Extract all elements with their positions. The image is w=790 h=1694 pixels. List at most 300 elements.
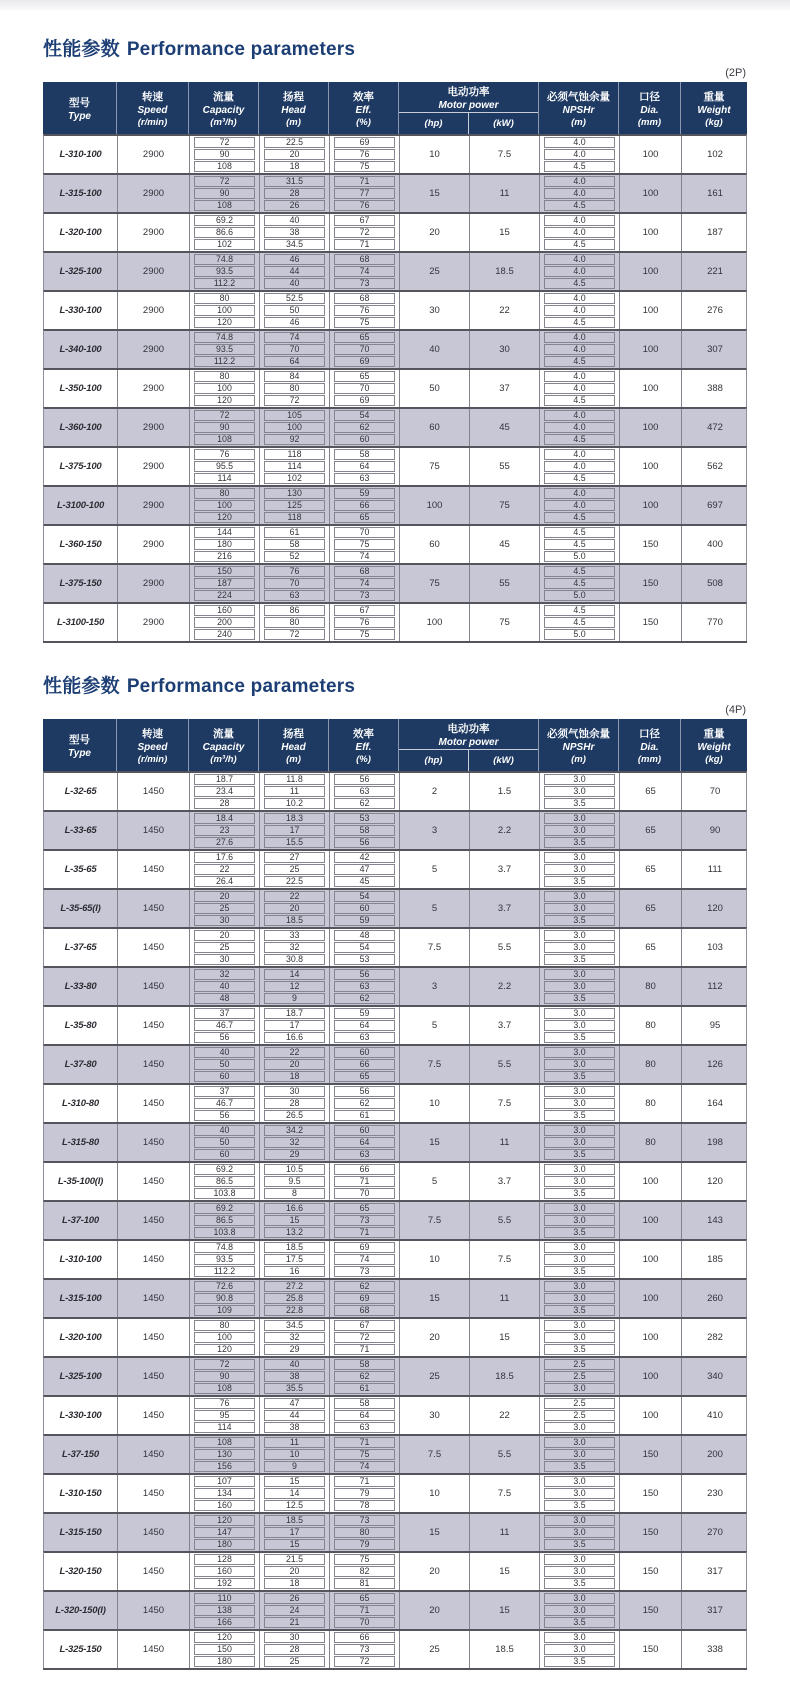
cell-kw: 30: [469, 331, 539, 368]
cell-capacity-value: 80: [194, 1320, 255, 1331]
cell-eff-value: 80: [334, 1527, 395, 1538]
cell-head-value: 92: [264, 434, 325, 445]
cell-eff-value: 73: [334, 590, 395, 601]
cell-head: [259, 448, 329, 485]
cell-kw: 3.7: [469, 890, 539, 927]
cell-speed: 1450: [117, 1046, 189, 1083]
cell-eff: [329, 292, 399, 329]
pole-label-4p: (4P): [725, 704, 746, 716]
section-title-4p-en: Performance parameters: [126, 676, 356, 697]
cell-head-value: 9.5: [264, 1176, 325, 1187]
cell-capacity-value: 69.2: [194, 1203, 255, 1214]
header-capacity-line: 流量: [213, 727, 234, 740]
cell-npshr-value: 3.0: [544, 1125, 615, 1136]
cell-npshr-value: 4.5: [544, 512, 615, 523]
cell-head-value: 72: [264, 629, 325, 640]
cell-weight: 198: [681, 1124, 748, 1161]
cell-npshr-value: 3.5: [544, 1227, 615, 1238]
cell-eff-value: 60: [334, 1125, 395, 1136]
cell-kw: 11: [469, 175, 539, 212]
cell-eff-value: 42: [334, 852, 395, 863]
cell-capacity: [189, 851, 259, 888]
cell-kw: 22: [469, 292, 539, 329]
cell-head-value: 25.8: [264, 1293, 325, 1304]
header-weight: [680, 719, 747, 771]
header-eff: [328, 82, 398, 134]
cell-hp: 10: [399, 1475, 469, 1512]
cell-weight: 70: [681, 773, 748, 810]
cell-npshr-value: 3.0: [544, 786, 615, 797]
cell-npshr-value: 3.0: [544, 1383, 615, 1394]
header-head-line: Head: [281, 104, 306, 116]
cell-type: L-320-100: [59, 1332, 102, 1343]
cell-head-value: 12: [264, 981, 325, 992]
cell-dia: 80: [619, 968, 681, 1005]
cell-npshr: [539, 1553, 619, 1590]
cell-capacity-value: 240: [194, 629, 255, 640]
cell-head-value: 18.3: [264, 813, 325, 824]
cell-capacity: [189, 1631, 259, 1668]
cell-type: L-325-100: [59, 266, 102, 277]
cell-weight: 282: [681, 1319, 748, 1356]
table-row: [43, 1551, 747, 1590]
header-kw-unit: (kW): [468, 113, 538, 134]
cell-weight: 562: [681, 448, 748, 485]
cell-head-value: 20: [264, 149, 325, 160]
header-weight-line: 重量: [703, 90, 725, 103]
cell-kw: 22: [469, 1397, 539, 1434]
cell-capacity: [189, 1241, 259, 1278]
cell-npshr-value: 4.5: [544, 578, 615, 589]
cell-npshr-value: 4.5: [544, 356, 615, 367]
header-speed-line: 转速: [142, 727, 163, 740]
cell-eff-value: 68: [334, 1305, 395, 1316]
cell-speed: 1450: [117, 1514, 189, 1551]
cell-weight: 111: [681, 851, 748, 888]
cell-head-value: 76: [264, 566, 325, 577]
header-eff-line: (%): [356, 753, 371, 765]
cell-dia: 80: [619, 1085, 681, 1122]
cell-hp: 7.5: [399, 1436, 469, 1473]
cell-npshr-value: 4.0: [544, 227, 615, 238]
cell-eff-value: 71: [334, 1227, 395, 1238]
page-top-strip: [0, 0, 790, 10]
cell-eff-value: 54: [334, 942, 395, 953]
cell-head-value: 72: [264, 395, 325, 406]
cell-hp: 75: [399, 448, 469, 485]
cell-type: L-320-150(I): [55, 1605, 106, 1616]
cell-type: L-330-100: [59, 305, 102, 316]
cell-eff-value: 75: [334, 1449, 395, 1460]
cell-npshr-value: 3.5: [544, 876, 615, 887]
cell-capacity-value: 69.2: [194, 1164, 255, 1175]
section-title-4p-zh: 性能参数: [43, 676, 120, 697]
cell-capacity-value: 56: [194, 1032, 255, 1043]
cell-eff-value: 63: [334, 1032, 395, 1043]
table-row: [43, 290, 747, 329]
cell-head-value: 22.8: [264, 1305, 325, 1316]
cell-dia: 100: [619, 136, 681, 173]
cell-head-value: 33: [264, 930, 325, 941]
cell-type: L-315-80: [62, 1137, 99, 1148]
cell-npshr: [539, 1202, 619, 1239]
cell-head-value: 118: [264, 449, 325, 460]
cell-weight: 161: [681, 175, 748, 212]
cell-hp: 25: [399, 253, 469, 290]
cell-type: L-37-100: [62, 1215, 99, 1226]
cell-eff-value: 53: [334, 954, 395, 965]
cell-capacity-value: 108: [194, 1437, 255, 1448]
cell-capacity-value: 224: [194, 590, 255, 601]
table-row: [43, 368, 747, 407]
cell-dia: 150: [619, 604, 681, 641]
cell-npshr: [539, 1631, 619, 1668]
cell-capacity-value: 23: [194, 825, 255, 836]
cell-hp: 40: [399, 331, 469, 368]
cell-weight: 338: [681, 1631, 748, 1668]
cell-capacity-value: 60: [194, 1149, 255, 1160]
table-row: [43, 1005, 747, 1044]
cell-head-value: 10.2: [264, 798, 325, 809]
cell-npshr-value: 3.0: [544, 1632, 615, 1643]
cell-capacity-value: 100: [194, 500, 255, 511]
cell-eff: [329, 1280, 399, 1317]
cell-head-value: 17: [264, 1527, 325, 1538]
cell-head-value: 29: [264, 1149, 325, 1160]
cell-npshr-value: 4.0: [544, 266, 615, 277]
cell-head-value: 50: [264, 305, 325, 316]
cell-eff: [329, 851, 399, 888]
cell-eff-value: 79: [334, 1539, 395, 1550]
cell-npshr-value: 3.5: [544, 1461, 615, 1472]
cell-kw: 5.5: [469, 1202, 539, 1239]
cell-eff-value: 65: [334, 512, 395, 523]
cell-weight: 185: [681, 1241, 748, 1278]
cell-dia: 65: [619, 929, 681, 966]
cell-weight: 95: [681, 1007, 748, 1044]
cell-speed: 1450: [117, 773, 189, 810]
cell-npshr-value: 4.0: [544, 344, 615, 355]
table-row: [43, 134, 747, 173]
cell-capacity: [189, 890, 259, 927]
cell-capacity: [189, 1358, 259, 1395]
cell-capacity-value: 74.8: [194, 254, 255, 265]
cell-eff-value: 59: [334, 915, 395, 926]
cell-eff-value: 81: [334, 1578, 395, 1589]
cell-eff: [329, 1007, 399, 1044]
cell-npshr: [539, 175, 619, 212]
table-row: [43, 966, 747, 1005]
header-weight-line: Weight: [697, 104, 731, 116]
cell-capacity-value: 156: [194, 1461, 255, 1472]
cell-head-value: 20: [264, 1566, 325, 1577]
cell-hp: 2: [399, 773, 469, 810]
cell-head-value: 46: [264, 317, 325, 328]
header-dia-line: (mm): [637, 116, 662, 128]
cell-npshr-value: 4.0: [544, 149, 615, 160]
cell-capacity-value: 100: [194, 305, 255, 316]
cell-type: L-315-100: [59, 188, 102, 199]
cell-dia: 150: [619, 1592, 681, 1629]
cell-eff-value: 63: [334, 1422, 395, 1433]
table-row: [43, 446, 747, 485]
cell-eff: [329, 1436, 399, 1473]
cell-capacity-value: 180: [194, 1539, 255, 1550]
cell-weight: 112: [681, 968, 748, 1005]
cell-kw: 5.5: [469, 1436, 539, 1473]
cell-head-value: 21.5: [264, 1554, 325, 1565]
cell-head-value: 18: [264, 1578, 325, 1589]
cell-npshr-value: 4.0: [544, 500, 615, 511]
cell-eff: [329, 331, 399, 368]
cell-head: [259, 1007, 329, 1044]
cell-capacity-value: 90.8: [194, 1293, 255, 1304]
cell-dia: 100: [619, 370, 681, 407]
cell-weight: 388: [681, 370, 748, 407]
header-motor-power-title: [399, 82, 538, 112]
cell-eff-value: 69: [334, 1293, 395, 1304]
cell-hp: 10: [399, 1085, 469, 1122]
header-speed-line: 转速: [142, 90, 163, 103]
cell-capacity-value: 17.6: [194, 852, 255, 863]
cell-eff-value: 53: [334, 813, 395, 824]
header-motor-power: [398, 82, 538, 134]
cell-kw: 7.5: [469, 1475, 539, 1512]
cell-speed: 1450: [117, 1280, 189, 1317]
header-motor-power-en: Motor power: [438, 736, 499, 748]
cell-npshr-value: 3.0: [544, 1320, 615, 1331]
header-dia-line: 口径: [639, 727, 660, 740]
cell-capacity-value: 18.4: [194, 813, 255, 824]
cell-head-value: 64: [264, 356, 325, 367]
cell-capacity-value: 160: [194, 1500, 255, 1511]
cell-dia: 150: [619, 1436, 681, 1473]
cell-weight: 103: [681, 929, 748, 966]
cell-hp: 60: [399, 526, 469, 563]
cell-head-value: 16: [264, 1266, 325, 1277]
table-row: [43, 251, 747, 290]
cell-eff-value: 70: [334, 1188, 395, 1199]
cell-head-value: 44: [264, 266, 325, 277]
cell-type: L-340-100: [59, 344, 102, 355]
cell-eff: [329, 1241, 399, 1278]
cell-dia: 80: [619, 1124, 681, 1161]
cell-head-value: 18.7: [264, 1008, 325, 1019]
cell-capacity-value: 95.5: [194, 461, 255, 472]
cell-head: [259, 1475, 329, 1512]
cell-kw: 5.5: [469, 1046, 539, 1083]
cell-capacity-value: 120: [194, 1344, 255, 1355]
cell-capacity: [189, 1475, 259, 1512]
cell-capacity-value: 40: [194, 1125, 255, 1136]
cell-npshr-value: 4.0: [544, 383, 615, 394]
cell-capacity: [189, 929, 259, 966]
cell-type: L-35-100(I): [57, 1176, 104, 1187]
cell-speed: 2900: [117, 370, 189, 407]
header-speed-line: Speed: [137, 104, 168, 116]
cell-npshr: [539, 331, 619, 368]
cell-eff: [329, 565, 399, 602]
cell-npshr-value: 3.5: [544, 1305, 615, 1316]
cell-capacity-value: 93.5: [194, 1254, 255, 1265]
cell-eff: [329, 812, 399, 849]
cell-eff-value: 62: [334, 1281, 395, 1292]
cell-npshr-value: 3.0: [544, 1476, 615, 1487]
cell-capacity-value: 147: [194, 1527, 255, 1538]
cell-head: [259, 1124, 329, 1161]
cell-capacity: [189, 136, 259, 173]
cell-kw: 15: [469, 1592, 539, 1629]
cell-head-value: 63: [264, 590, 325, 601]
cell-capacity-value: 90: [194, 422, 255, 433]
cell-eff-value: 64: [334, 1020, 395, 1031]
cell-capacity-value: 120: [194, 1515, 255, 1526]
cell-npshr-value: 3.0: [544, 930, 615, 941]
cell-head-value: 9: [264, 1461, 325, 1472]
cell-npshr-value: 4.5: [544, 617, 615, 628]
cell-npshr: [539, 1241, 619, 1278]
cell-npshr-value: 2.5: [544, 1410, 615, 1421]
cell-capacity-value: 32: [194, 969, 255, 980]
cell-eff-value: 75: [334, 629, 395, 640]
cell-capacity: [189, 1319, 259, 1356]
header-dia-line: 口径: [639, 90, 660, 103]
cell-eff-value: 70: [334, 1617, 395, 1628]
cell-eff: [329, 370, 399, 407]
cell-capacity-value: 187: [194, 578, 255, 589]
cell-eff-value: 66: [334, 500, 395, 511]
cell-kw: 18.5: [469, 1358, 539, 1395]
cell-npshr: [539, 136, 619, 173]
cell-type: L-310-80: [62, 1098, 99, 1109]
cell-head-value: 18: [264, 161, 325, 172]
cell-speed: 2900: [117, 214, 189, 251]
cell-dia: 150: [619, 565, 681, 602]
cell-eff-value: 75: [334, 539, 395, 550]
table-row: [43, 524, 747, 563]
cell-npshr-value: 3.0: [544, 864, 615, 875]
cell-kw: 45: [469, 409, 539, 446]
table-row: [43, 849, 747, 888]
cell-head-value: 40: [264, 1359, 325, 1370]
cell-eff-value: 66: [334, 1059, 395, 1070]
cell-hp: 60: [399, 409, 469, 446]
cell-capacity-value: 112.2: [194, 1266, 255, 1277]
cell-hp: 100: [399, 604, 469, 641]
cell-eff-value: 56: [334, 837, 395, 848]
cell-speed: 2900: [117, 175, 189, 212]
cell-capacity-value: 80: [194, 371, 255, 382]
cell-capacity: [189, 409, 259, 446]
cell-dia: 100: [619, 1241, 681, 1278]
cell-head-value: 38: [264, 1422, 325, 1433]
cell-capacity-value: 112.2: [194, 356, 255, 367]
cell-eff: [329, 409, 399, 446]
cell-eff-value: 70: [334, 383, 395, 394]
cell-npshr-value: 3.5: [544, 1500, 615, 1511]
cell-head-value: 102: [264, 473, 325, 484]
table-row: [43, 1629, 747, 1668]
header-npshr-line: (m): [571, 753, 586, 765]
cell-eff-value: 62: [334, 993, 395, 1004]
cell-npshr-value: 3.0: [544, 1566, 615, 1577]
cell-hp: 100: [399, 487, 469, 524]
header-capacity-line: (m³/h): [210, 753, 237, 765]
cell-head-value: 10.5: [264, 1164, 325, 1175]
cell-npshr-value: 4.0: [544, 488, 615, 499]
cell-head-value: 130: [264, 488, 325, 499]
cell-npshr: [539, 1397, 619, 1434]
header-eff-line: (%): [356, 116, 371, 128]
cell-head-value: 44: [264, 1410, 325, 1421]
header-eff-line: 效率: [353, 727, 374, 740]
cell-capacity-value: 114: [194, 1422, 255, 1433]
cell-capacity-value: 56: [194, 1110, 255, 1121]
cell-kw: 5.5: [469, 929, 539, 966]
cell-capacity-value: 108: [194, 1383, 255, 1394]
cell-npshr-value: 4.5: [544, 161, 615, 172]
cell-head-value: 11: [264, 1437, 325, 1448]
cell-eff-value: 71: [334, 1176, 395, 1187]
cell-npshr-value: 4.0: [544, 449, 615, 460]
header-capacity: [188, 82, 258, 134]
section-title-2p-en: Performance parameters: [126, 39, 356, 60]
cell-eff-value: 82: [334, 1566, 395, 1577]
cell-weight: 340: [681, 1358, 748, 1395]
cell-capacity: [189, 1280, 259, 1317]
header-eff-line: 效率: [353, 90, 374, 103]
cell-capacity-value: 74.8: [194, 332, 255, 343]
cell-eff-value: 58: [334, 1359, 395, 1370]
cell-npshr: [539, 253, 619, 290]
cell-capacity: [189, 487, 259, 524]
cell-capacity-value: 180: [194, 1656, 255, 1667]
cell-eff-value: 75: [334, 161, 395, 172]
cell-head-value: 14: [264, 969, 325, 980]
cell-capacity: [189, 370, 259, 407]
cell-type: L-320-150: [59, 1566, 102, 1577]
cell-capacity: [189, 604, 259, 641]
cell-capacity: [189, 1163, 259, 1200]
cell-eff: [329, 1553, 399, 1590]
table-row: [43, 1395, 747, 1434]
header-npshr-line: 必须气蚀余量: [547, 90, 610, 103]
cell-eff-value: 74: [334, 266, 395, 277]
cell-head-value: 40: [264, 278, 325, 289]
cell-capacity-value: 72.6: [194, 1281, 255, 1292]
cell-kw: 37: [469, 370, 539, 407]
cell-npshr-value: 3.0: [544, 1059, 615, 1070]
header-npshr-line: NPSHr: [562, 104, 595, 116]
cell-head: [259, 1358, 329, 1395]
cell-capacity-value: 160: [194, 1566, 255, 1577]
cell-eff-value: 67: [334, 1320, 395, 1331]
cell-head: [259, 604, 329, 641]
cell-capacity-value: 200: [194, 617, 255, 628]
cell-eff-value: 54: [334, 410, 395, 421]
cell-speed: 1450: [117, 1007, 189, 1044]
header-motor-power-en: Motor power: [438, 99, 499, 111]
cell-dia: 100: [619, 448, 681, 485]
cell-hp: 15: [399, 1280, 469, 1317]
cell-head-value: 15: [264, 1539, 325, 1550]
cell-npshr-value: 3.0: [544, 1164, 615, 1175]
cell-npshr-value: 3.0: [544, 1137, 615, 1148]
cell-eff: [329, 1124, 399, 1161]
cell-npshr-value: 3.0: [544, 1593, 615, 1604]
cell-eff-value: 60: [334, 434, 395, 445]
cell-head-value: 80: [264, 617, 325, 628]
